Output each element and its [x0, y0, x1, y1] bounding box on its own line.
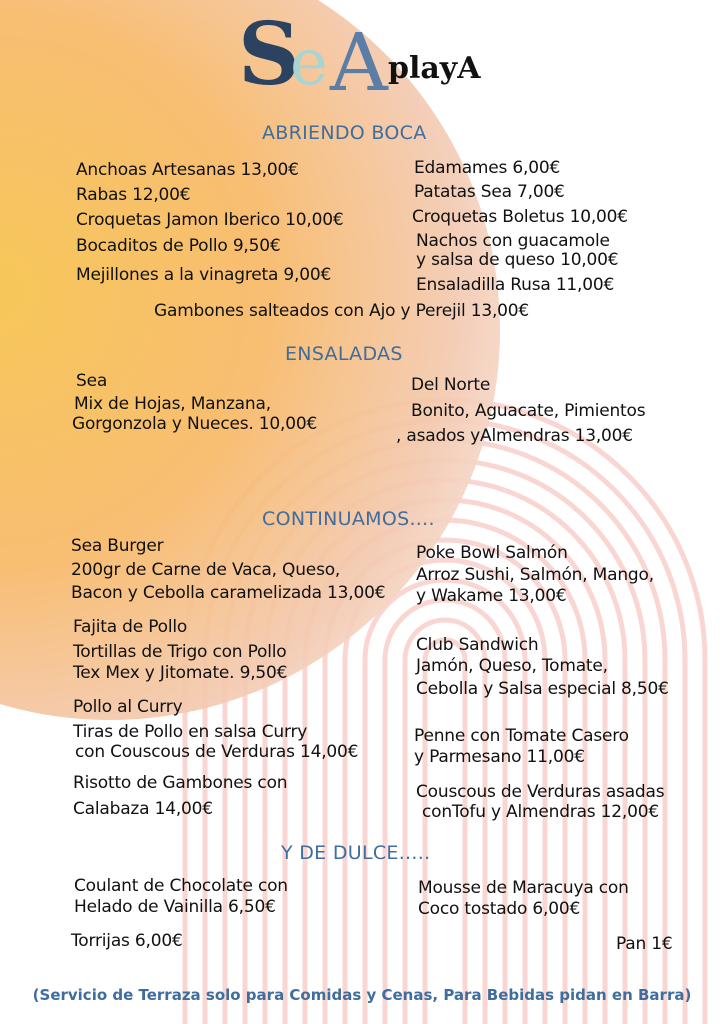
svg-text:playA: playA — [388, 51, 481, 86]
section-title-ensaladas: ENSALADAS — [285, 343, 403, 365]
footer-note: (Servicio de Terraza solo para Comidas y Cenas, Para Bebidas pidan en Barra) — [32, 986, 692, 1004]
menu-item: Tiras de Pollo en salsa Curry — [73, 722, 308, 742]
menu-item: Coulant de Chocolate con — [74, 876, 288, 896]
menu-item: Helado de Vainilla 6,50€ — [74, 897, 276, 917]
menu-item: y salsa de queso 10,00€ — [416, 250, 619, 270]
section-title-abriendo-boca: ABRIENDO BOCA — [262, 122, 427, 144]
menu-item: Pan 1€ — [616, 934, 673, 954]
menu-item: Torrijas 6,00€ — [71, 931, 183, 951]
menu-item: Bacon y Cebolla caramelizada 13,00€ — [71, 583, 386, 603]
menu-item: Mousse de Maracuya con — [418, 878, 629, 898]
menu-item: Ensaladilla Rusa 11,00€ — [416, 275, 615, 295]
menu-item: Croquetas Boletus 10,00€ — [412, 207, 628, 227]
menu-item: Patatas Sea 7,00€ — [414, 182, 565, 202]
section-title-continuamos: CONTINUAMOS.... — [262, 508, 435, 530]
menu-item: Penne con Tomate Casero — [414, 726, 629, 746]
svg-text:S: S — [238, 6, 301, 96]
menu-item: Tex Mex y Jitomate. 9,50€ — [73, 663, 288, 683]
menu-item: Del Norte — [411, 375, 491, 395]
menu-item: Mejillones a la vinagreta 9,00€ — [76, 265, 332, 285]
menu-item: Poke Bowl Salmón — [416, 543, 568, 563]
menu-item: con Couscous de Verduras 14,00€ — [75, 742, 359, 762]
menu-item: Couscous de Verduras asadas — [416, 782, 665, 802]
menu-item: Calabaza 14,00€ — [73, 799, 213, 819]
svg-text:e: e — [290, 26, 328, 96]
menu-item: Bocaditos de Pollo 9,50€ — [76, 236, 281, 256]
menu-item: Sea Burger — [71, 536, 164, 556]
menu-item: Sea — [76, 371, 108, 391]
menu-item: Bonito, Aguacate, Pimientos — [411, 401, 646, 421]
sea-playa-logo — [238, 6, 488, 96]
menu-item: Rabas 12,00€ — [76, 185, 191, 205]
menu-item: , asados yAlmendras 13,00€ — [396, 426, 633, 446]
menu-item: 200gr de Carne de Vaca, Queso, — [71, 560, 341, 580]
menu-item: Jamón, Queso, Tomate, — [416, 656, 608, 676]
menu-item: Tortillas de Trigo con Pollo — [73, 642, 287, 662]
sun-circle — [0, 0, 500, 720]
menu-item: Cebolla y Salsa especial 8,50€ — [416, 679, 669, 699]
menu-item: Club Sandwich — [416, 635, 539, 655]
menu-item: Croquetas Jamon Iberico 10,00€ — [76, 210, 344, 230]
svg-text:A: A — [330, 16, 388, 96]
section-title-dulce: Y DE DULCE..... — [281, 842, 431, 864]
menu-item: conTofu y Almendras 12,00€ — [422, 802, 659, 822]
menu-item: y Parmesano 11,00€ — [414, 747, 585, 767]
menu-item: Fajita de Pollo — [73, 617, 188, 637]
menu-item: y Wakame 13,00€ — [416, 586, 567, 606]
menu-item: Anchoas Artesanas 13,00€ — [76, 160, 299, 180]
menu-item: Pollo al Curry — [73, 697, 183, 717]
menu-item: Edamames 6,00€ — [414, 158, 561, 178]
menu-item: Nachos con guacamole — [416, 231, 610, 251]
menu-item: Arroz Sushi, Salmón, Mango, — [416, 565, 654, 585]
menu-item: Gambones salteados con Ajo y Perejil 13,00€ — [154, 301, 530, 321]
menu-item: Gorgonzola y Nueces. 10,00€ — [72, 414, 318, 434]
menu-item: Coco tostado 6,00€ — [418, 899, 581, 919]
menu-item: Risotto de Gambones con — [73, 773, 288, 793]
menu-item: Mix de Hojas, Manzana, — [74, 394, 271, 414]
